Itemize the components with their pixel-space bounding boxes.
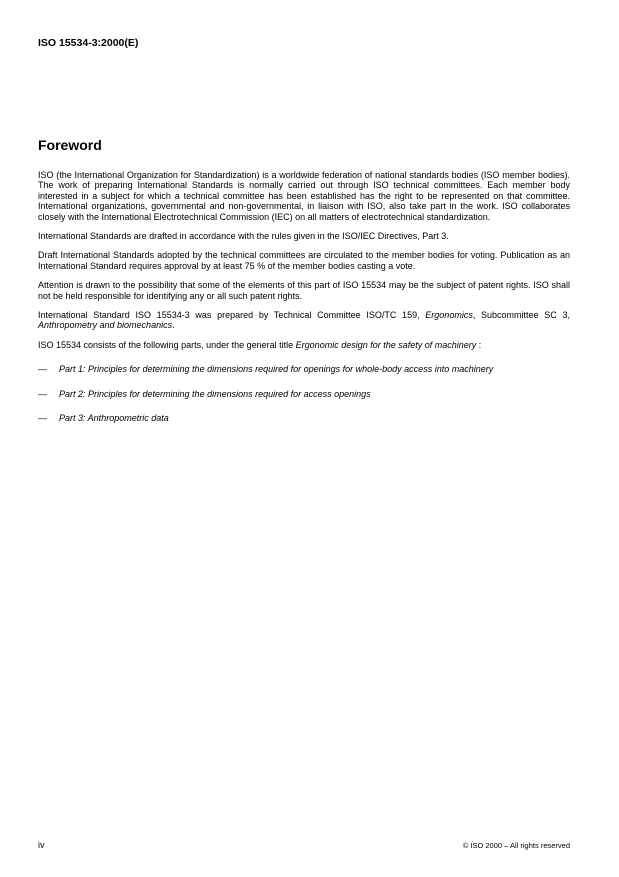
paragraph-prepared-by [38,310,570,331]
paragraph-directives: International Standards are drafted in accordance with the rules given in the ISO/IEC Directives, Part 3. [38,231,449,242]
part-1-title: Part 1: Principles for determining the dimensions required for openings for whole-body access into machinery [59,364,494,375]
page-title: Foreword [38,137,102,153]
period: . [172,320,175,331]
general-title: Ergonomic design for the safety of machinery [295,339,477,350]
part-2-title: Part 2: Principles for determining the dimensions required for access openings [59,388,371,399]
paragraph-patents: Attention is drawn to the possibility that some of the elements of this part of ISO 15534 may be the subject of patent rights. ISO shall not be held responsible for identifying any or all such patent rights. [38,280,570,301]
dash-bullet: — [38,413,47,424]
committee-name: Ergonomics [425,310,473,321]
part-3-title: Part 3: Anthropometric data [59,413,169,424]
colon: : [476,339,482,350]
list-item [38,389,570,399]
copyright-notice: © ISO 2000 – All rights reserved [462,841,570,850]
subcommittee-name: Anthropometry and biomechanics [38,320,173,331]
paragraph-parts-intro [38,340,570,350]
list-item [38,413,570,423]
paragraph-voting: Draft International Standards adopted by the technical committees are circulated to the member bodies for voting. Publication as an International Standard requires approval by at least 75 % of the member bodies casting a vote. [38,250,570,271]
list-item [38,364,570,374]
dash-bullet: — [38,364,47,375]
subcommittee-text: , Subcommittee SC 3, [472,310,570,321]
dash-bullet: — [38,388,47,399]
document-id: ISO 15534-3:2000(E) [38,37,139,49]
foreword-body [38,170,570,438]
paragraph-iso-intro: ISO (the International Organization for Standardization) is a worldwide federation of national standards bodies (ISO member bodies). The work of preparing International Standards is normally carried out through ISO technical committees. Each member body interested in a subject for which a technical committee has been established has the right to be represented on that committee. International organizations, governmental and non-governmental, in liaison with ISO, also take part in the work. ISO collaborates closely with the International Electrotechnical Commission (IEC) on all matters of electrotechnical standardization. [38,170,570,222]
page-number: iv [38,840,45,850]
parts-intro-text: ISO 15534 consists of the following parts, under the general title [38,339,294,350]
prepared-by-text: International Standard ISO 15534-3 was prepared by Technical Committee ISO/TC 159, [38,310,420,321]
